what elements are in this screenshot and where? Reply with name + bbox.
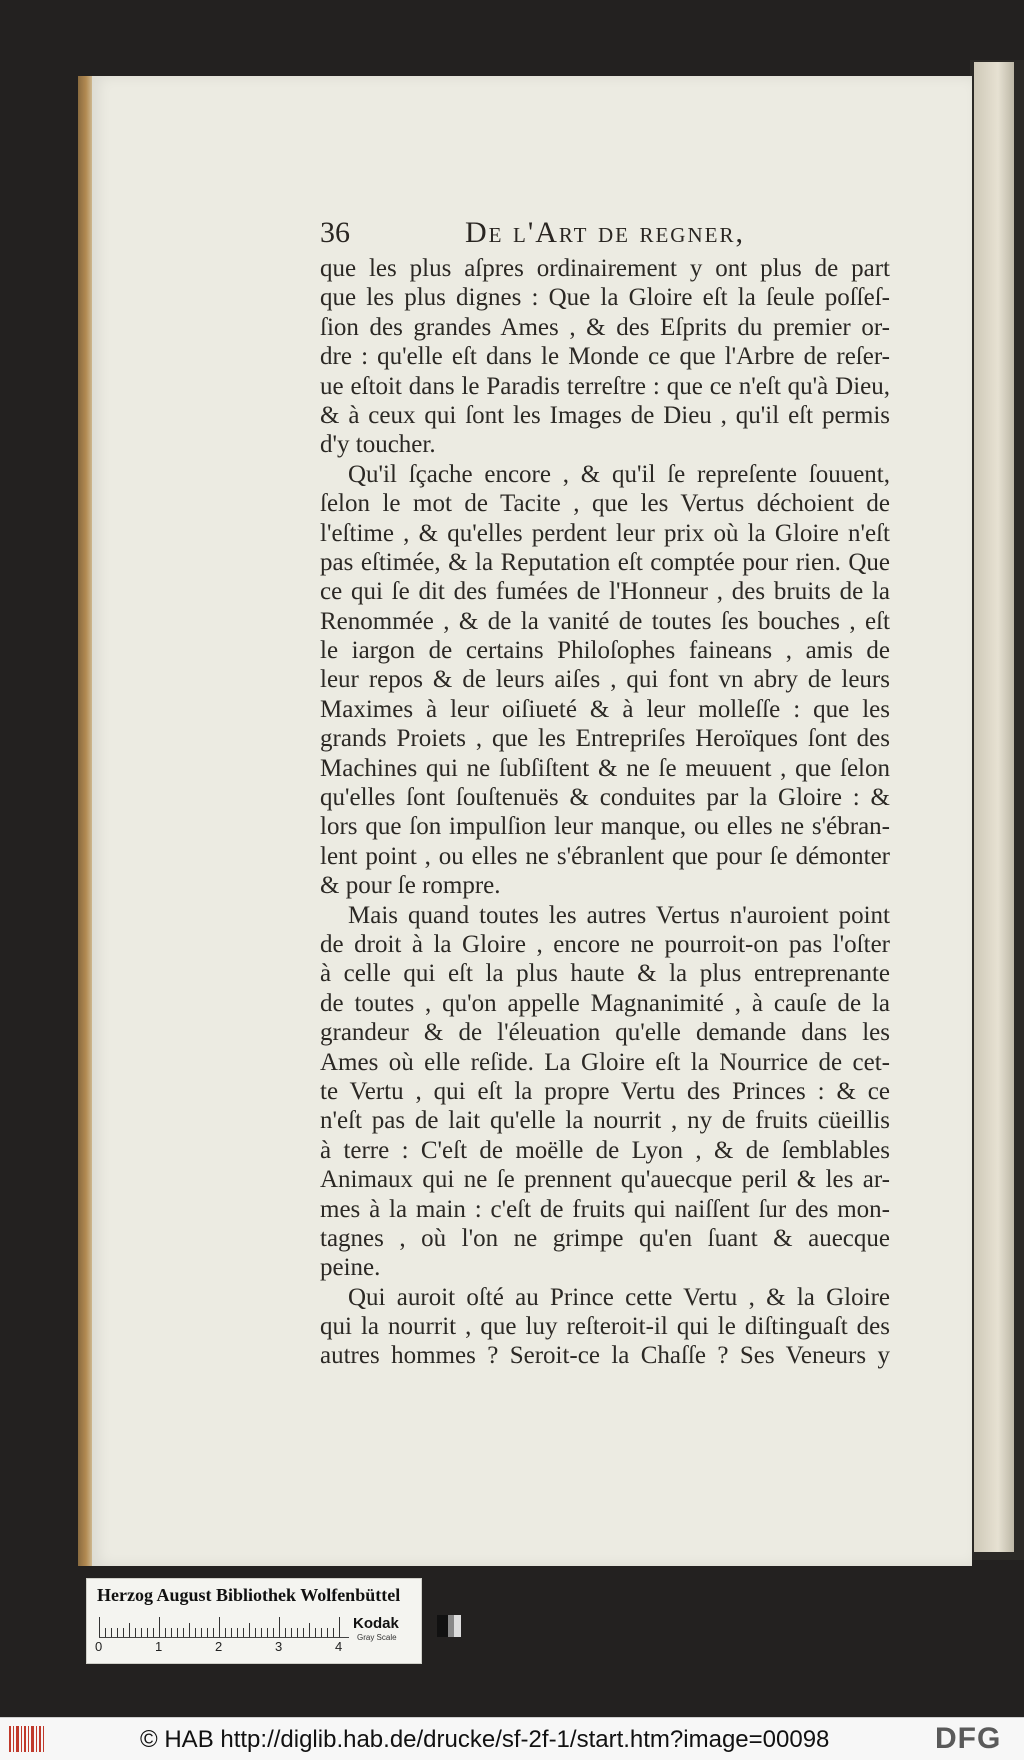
ruler-tick	[225, 1628, 226, 1637]
footer-bar	[0, 1717, 1024, 1760]
ruler-tick	[189, 1623, 190, 1637]
text-line: leur repos & de leurs aiſes , qui font vn abry de leurs	[320, 666, 890, 694]
ruler-tick	[129, 1623, 130, 1637]
kodak-brand: Kodak	[353, 1615, 399, 1632]
ruler-tick	[339, 1617, 340, 1637]
text-line: Maximes à leur oiſiueté & à leur molleſſe : que les	[320, 695, 890, 723]
text-line: lors que ſon impulſion leur manque, ou elles ne s'ébran-	[320, 813, 890, 841]
ruler-tick	[201, 1628, 202, 1637]
text-line: tagnes , où l'on ne grimpe qu'en ſuant & auecque	[320, 1224, 890, 1252]
ruler-tick	[261, 1628, 262, 1637]
text-line: ſelon le mot de Tacite , que les Vertus déchoient de	[320, 490, 890, 518]
gray-scale-label: Gray Scale	[357, 1633, 397, 1642]
ruler-tick	[279, 1617, 280, 1637]
ruler-tick	[195, 1628, 196, 1637]
text-line: que les plus dignes : Que la Gloire eſt la ſeule poſſeſ-	[320, 284, 890, 312]
text-line: pas eſtimée, & la Reputation eſt comptée pour rien. Que	[320, 548, 890, 576]
text-line: Animaux qui ne ſe prennent qu'auecque peril & les ar-	[320, 1166, 890, 1194]
text-line: & à ceux qui ſont les Images de Dieu , qu'il eſt permis	[320, 401, 890, 429]
ruler-tick	[171, 1628, 172, 1637]
ruler-tick	[219, 1617, 220, 1637]
ruler-tick	[165, 1628, 166, 1637]
text-line: Qu'il ſçache encore , & qu'il ſe repreſente ſouuent,	[348, 460, 890, 488]
text-line: dre : qu'elle eſt dans le Monde ce que l'Arbre de reſer-	[320, 343, 890, 371]
ruler-tick	[303, 1628, 304, 1637]
ruler-tick	[255, 1628, 256, 1637]
text-line: Renommée , & de la vanité de toutes ſes bouches , eſt	[320, 607, 890, 635]
library-name: Herzog August Bibliothek Wolfenbüttel	[97, 1585, 401, 1605]
dfg-logo: DFG	[935, 1722, 1002, 1755]
ruler-tick	[321, 1628, 322, 1637]
ruler-tick	[207, 1628, 208, 1637]
ruler-tick	[123, 1628, 124, 1637]
ruler-tick	[249, 1623, 250, 1637]
text-line: Machines qui ne ſubſiſtent & ne ſe meuuent , que ſelon	[320, 754, 890, 782]
ruler-tick	[327, 1628, 328, 1637]
text-line: mes à la main : c'eſt de fruits qui naiſſent ſur des mon-	[320, 1195, 890, 1223]
scale-label: 3	[275, 1639, 283, 1654]
text-line: ſion des grandes Ames , & des Eſprits du premier or-	[320, 313, 890, 341]
ruler-tick	[153, 1628, 154, 1637]
barcode-icon	[8, 1724, 48, 1754]
ruler-tick	[273, 1628, 274, 1637]
text-line: autres hommes ? Seroit-ce la Chaſſe ? Ses Veneurs y	[320, 1342, 890, 1370]
ruler-tick	[285, 1628, 286, 1637]
text-line: de toutes , qu'on appelle Magnanimité , à cauſe de la	[320, 989, 890, 1017]
ruler-tick	[141, 1628, 142, 1637]
copyright-link[interactable]: © HAB http://diglib.hab.de/drucke/sf-2f-1/start.htm?image=00098	[140, 1726, 830, 1753]
ruler-tick	[231, 1628, 232, 1637]
ruler-tick	[147, 1628, 148, 1637]
text-line: te Vertu , qui eſt la propre Vertu des Princes : & ce	[320, 1077, 890, 1105]
text-line: qui la nourrit , que luy reſteroit-il qui le diſtinguaſt des	[320, 1313, 890, 1341]
text-line: ue eſtoit dans le Paradis terreſtre : que ce n'eſt qu'à Dieu,	[320, 372, 890, 400]
body-text	[320, 254, 890, 1371]
library-color-card	[86, 1578, 422, 1664]
ruler-tick	[105, 1628, 106, 1637]
text-line: n'eſt pas de lait qu'elle la nourrit , ny de fruits cüeillis	[320, 1107, 890, 1135]
ruler-tick	[111, 1628, 112, 1637]
text-line: Qui auroit oſté au Prince cette Vertu , & la Gloire	[348, 1283, 890, 1311]
gray-swatch	[437, 1615, 461, 1637]
scale-label: 4	[335, 1639, 343, 1654]
ruler-tick	[237, 1628, 238, 1637]
text-line: Ames où elle reſide. La Gloire eſt la Nourrice de cet-	[320, 1048, 890, 1076]
ruler-tick	[243, 1628, 244, 1637]
text-line: l'eſtime , & qu'elles perdent leur prix où la Gloire n'eſt	[320, 519, 890, 547]
text-line: que les plus aſpres ordinairement y ont plus de part	[320, 255, 890, 282]
text-line: lent point , ou elles ne s'ébranlent que pour ſe démonter	[320, 842, 890, 870]
text-line: peine.	[320, 1254, 381, 1282]
text-line: grands Proiets , que les Entrepriſes Heroïques ſont des	[320, 725, 890, 753]
ruler-tick	[213, 1628, 214, 1637]
text-line: & pour ſe rompre.	[320, 872, 501, 900]
ruler-tick	[117, 1628, 118, 1637]
text-line: d'y toucher.	[320, 431, 436, 459]
scale-label: 0	[95, 1639, 103, 1654]
ruler-tick	[333, 1628, 334, 1637]
running-title: De l'Art de regner,	[465, 216, 745, 249]
ruler-tick	[309, 1623, 310, 1637]
ruler-tick	[315, 1628, 316, 1637]
text-line: à terre : C'eſt de moëlle de Lyon , & de ſemblables	[320, 1136, 890, 1164]
text-line: qu'elles ſont ſouſtenuës & conduites par la Gloire : &	[320, 784, 890, 812]
ruler-tick	[183, 1628, 184, 1637]
ruler-tick	[297, 1628, 298, 1637]
text-line: grandeur & de l'éleuation qu'elle demande dans les	[320, 1019, 890, 1047]
ruler-tick	[159, 1617, 160, 1637]
scale-ruler	[99, 1615, 349, 1638]
ruler-tick	[267, 1628, 268, 1637]
text-line: de droit à la Gloire , encore ne pourroit-on pas l'oſter	[320, 930, 890, 958]
scale-label: 1	[155, 1639, 163, 1654]
text-line: Mais quand toutes les autres Vertus n'auroient point	[348, 901, 890, 929]
text-line: le iargon de certains Philoſophes faineans , amis de	[320, 637, 890, 665]
running-head	[320, 216, 880, 256]
page-number: 36	[320, 216, 350, 249]
ruler-tick	[291, 1628, 292, 1637]
next-page-edge	[974, 62, 1014, 1552]
ruler-tick	[99, 1617, 100, 1637]
text-line: ce qui ſe dit des fumées de l'Honneur , des bruits de la	[320, 578, 890, 606]
ruler-tick	[177, 1628, 178, 1637]
ruler-tick	[135, 1628, 136, 1637]
text-line: à celle qui eſt la plus haute & la plus entreprenante	[320, 960, 890, 988]
scale-label: 2	[215, 1639, 223, 1654]
